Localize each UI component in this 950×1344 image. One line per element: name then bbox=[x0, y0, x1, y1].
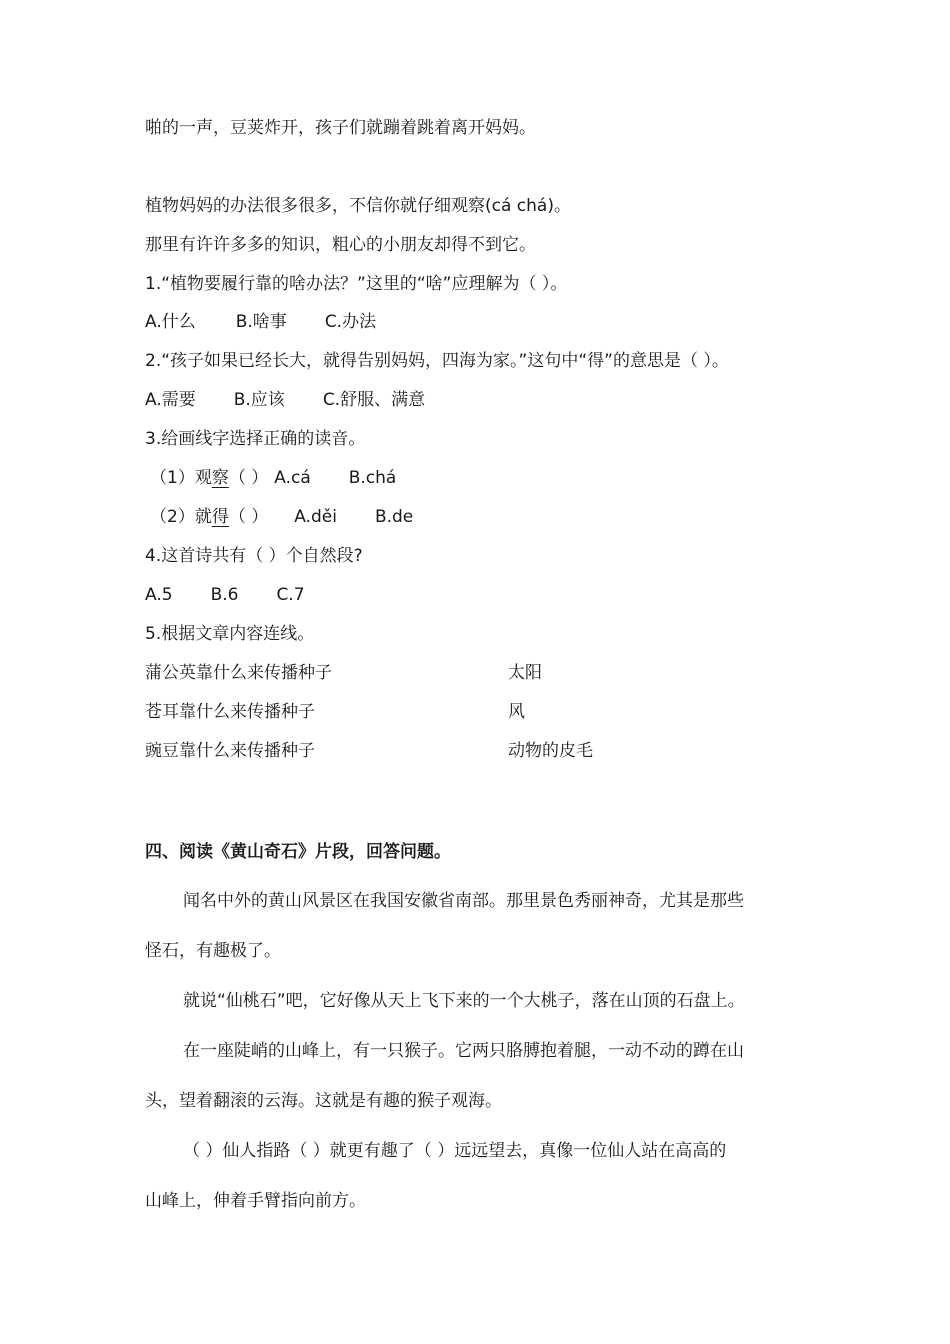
word-prefix: 观 bbox=[194, 468, 212, 488]
question-4-options bbox=[145, 584, 305, 606]
item-number: （2） bbox=[150, 507, 195, 527]
underlined-char: 察 bbox=[211, 468, 229, 488]
option-a: A.děi bbox=[294, 507, 337, 527]
question-3-item-2 bbox=[150, 506, 413, 528]
passage-p1-line1: 闻名中外的黄山风景区在我国安徽省南部。那里景色秀丽神奇，尤其是那些 bbox=[183, 891, 744, 911]
question-5: 5.根据文章内容连线。 bbox=[145, 624, 315, 644]
option-c: C.舒服、满意 bbox=[322, 390, 426, 410]
match-left-1: 蒲公英靠什么来传播种子 bbox=[145, 663, 332, 683]
match-right-1: 太阳 bbox=[508, 663, 542, 683]
match-left-2: 苍耳靠什么来传播种子 bbox=[145, 702, 315, 722]
question-1: 1.“植物要履行靠的啥办法？”这里的“啥”应理解为（ ）。 bbox=[145, 274, 568, 294]
passage-p2-line1: 就说“仙桃石”吧，它好像从天上飞下来的一个大桃子，落在山顶的石盘上。 bbox=[183, 991, 745, 1011]
passage-p4-line1: （ ）仙人指路（ ）就更有趣了（ ）远远望去，真像一位仙人站在高高的 bbox=[183, 1141, 727, 1161]
option-b: B.chá bbox=[348, 468, 397, 488]
underlined-char: 得 bbox=[211, 507, 229, 527]
option-b: B.应该 bbox=[233, 390, 285, 410]
section-4-heading: 四、阅读《黄山奇石》片段，回答问题。 bbox=[145, 842, 451, 862]
passage-p3-line2: 头，望着翻滚的云海。这就是有趣的猴子观海。 bbox=[145, 1091, 502, 1111]
option-c: C.7 bbox=[276, 585, 305, 605]
question-3: 3.给画线字选择正确的读音。 bbox=[145, 429, 366, 449]
passage-p4-line2: 山峰上，伸着手臂指向前方。 bbox=[145, 1191, 366, 1211]
match-left-3: 豌豆靠什么来传播种子 bbox=[145, 741, 315, 761]
match-right-3: 动物的皮毛 bbox=[508, 741, 593, 761]
item-number: （1） bbox=[150, 468, 195, 488]
answer-paren: （ ） bbox=[228, 468, 269, 488]
passage-p1-line2: 怪石，有趣极了。 bbox=[145, 941, 281, 961]
match-right-2: 风 bbox=[508, 702, 525, 722]
option-a: A.5 bbox=[145, 585, 173, 605]
answer-paren: （ ） bbox=[228, 507, 269, 527]
question-2: 2.“孩子如果已经长大，就得告别妈妈，四海为家。”这句中“得”的意思是（ ）。 bbox=[145, 351, 729, 371]
option-b: B.啥事 bbox=[235, 312, 287, 332]
option-a: A.什么 bbox=[145, 312, 196, 332]
option-a: A.需要 bbox=[145, 390, 196, 410]
question-1-options bbox=[145, 311, 376, 333]
poem-line-knowledge: 那里有许许多多的知识，粗心的小朋友却得不到它。 bbox=[145, 235, 536, 255]
option-b: B.6 bbox=[210, 585, 239, 605]
option-a: A.cá bbox=[274, 468, 311, 488]
question-2-options bbox=[145, 389, 425, 411]
passage-p3-line1: 在一座陡峭的山峰上，有一只猴子。它两只胳膊抱着腿，一动不动的蹲在山 bbox=[183, 1041, 744, 1061]
option-c: C.办法 bbox=[324, 312, 377, 332]
poem-line-many-ways: 植物妈妈的办法很多很多，不信你就仔细观察(cá chá)。 bbox=[145, 196, 571, 216]
poem-line-pod: 啪的一声，豆荚炸开，孩子们就蹦着跳着离开妈妈。 bbox=[145, 118, 536, 138]
question-3-item-1 bbox=[150, 467, 396, 489]
option-b: B.de bbox=[374, 507, 414, 527]
word-prefix: 就 bbox=[194, 507, 212, 527]
question-4: 4.这首诗共有（ ）个自然段? bbox=[145, 546, 363, 566]
